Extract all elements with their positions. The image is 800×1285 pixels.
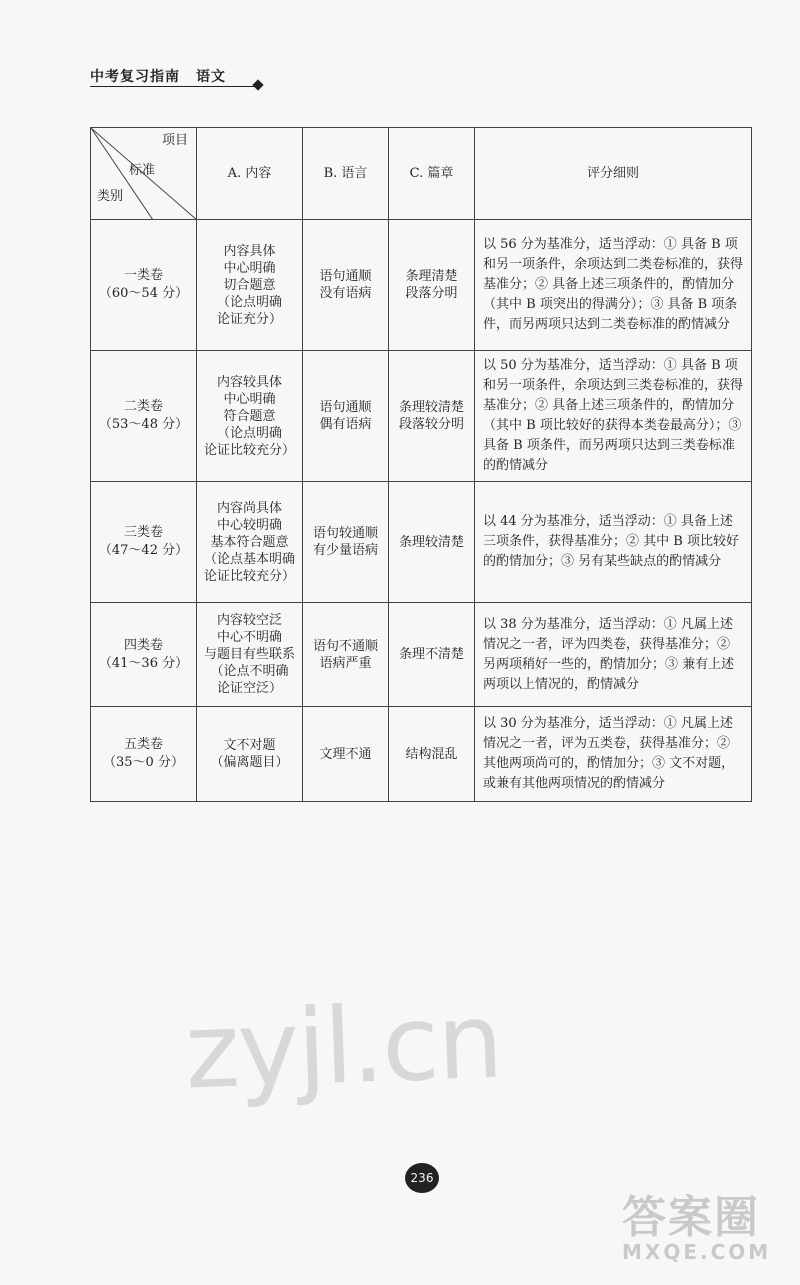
content-line: （偏离题目） bbox=[210, 755, 289, 770]
content-cell bbox=[197, 351, 303, 482]
running-header bbox=[90, 66, 260, 86]
column-header-detail: 评分细则 bbox=[475, 128, 752, 220]
watermark-text: zyjl.cn bbox=[182, 979, 504, 1113]
structure-cell bbox=[389, 220, 475, 351]
language-line: 偶有语病 bbox=[319, 417, 372, 432]
structure-line: 结构混乱 bbox=[405, 746, 458, 762]
content-line: 内容尚具体 bbox=[216, 500, 282, 516]
content-line: 符合题意 bbox=[223, 408, 276, 424]
category-cell bbox=[91, 220, 197, 351]
page-number: 236 bbox=[405, 1163, 439, 1193]
structure-line: 条理较清楚 bbox=[398, 534, 464, 550]
corner-item-label: 项目 bbox=[161, 133, 188, 148]
detail-cell: 以 56 分为基准分，适当浮动：① 具备 B 项和另一项条件，余项达到二类卷标准的，获得基准分；② 具备上述三项条件的，酌情加分（其中 B 项突出的得满分）；③ 具备 B 项条件，而另两项只达到二类卷标准的酌情减分 bbox=[475, 220, 752, 351]
table-row bbox=[91, 707, 752, 802]
detail-cell: 以 50 分为基准分，适当浮动：① 具备 B 项和另一项条件，余项达到三类卷标准的，获得基准分；② 具备上述三项条件的，酌情加分（其中 B 项比较好的获得本类卷最高分）；③ 具备 B 项条件，而另两项只达到三类卷标准的酌情减分 bbox=[475, 351, 752, 482]
site-logo bbox=[622, 1192, 782, 1275]
category-range: （53～48 分） bbox=[98, 417, 189, 432]
detail-cell: 以 44 分为基准分，适当浮动：① 具备上述三项条件，获得基准分；② 其中 B 项比较好的酌情加分；③ 另有某些缺点的酌情减分 bbox=[475, 482, 752, 603]
language-line: 语句通顺 bbox=[319, 269, 372, 284]
grading-table bbox=[90, 127, 752, 802]
category-range: （47～42 分） bbox=[98, 543, 189, 558]
language-cell bbox=[303, 707, 389, 802]
table-row bbox=[91, 603, 752, 707]
content-line: （论点基本明确 bbox=[203, 551, 295, 567]
category-cell bbox=[91, 351, 197, 482]
logo-top-text: 答案圈 bbox=[622, 1192, 760, 1243]
structure-line: 条理清楚 bbox=[405, 269, 458, 284]
content-cell bbox=[197, 482, 303, 603]
content-line: 内容较具体 bbox=[216, 374, 282, 390]
language-line: 有少量语病 bbox=[312, 543, 378, 558]
content-line: 与题目有些联系 bbox=[203, 647, 295, 662]
corner-cell bbox=[91, 128, 197, 220]
content-line: 文不对题 bbox=[223, 738, 276, 753]
header-rule bbox=[90, 86, 258, 87]
language-line: 没有语病 bbox=[319, 286, 372, 301]
category-range: （35～0 分） bbox=[103, 755, 184, 770]
content-line: 论证比较充分） bbox=[203, 568, 295, 584]
category-cell bbox=[91, 707, 197, 802]
subject-label: 语文 bbox=[196, 69, 226, 85]
content-line: （论点明确 bbox=[216, 425, 282, 441]
content-line: 论证比较充分） bbox=[203, 442, 295, 458]
column-header-language: B. 语言 bbox=[303, 128, 389, 220]
structure-line: 条理较清楚 bbox=[398, 400, 464, 415]
structure-line: 段落分明 bbox=[405, 286, 458, 301]
detail-cell: 以 30 分为基准分，适当浮动：① 凡属上述情况之一者，评为五类卷，获得基准分；② 其他两项尚可的，酌情加分；③ 文不对题，或兼有其他两项情况的酌情减分 bbox=[475, 707, 752, 802]
table-header-row bbox=[91, 128, 752, 220]
category-name: 四类卷 bbox=[123, 637, 163, 653]
content-line: 内容较空泛 bbox=[216, 613, 282, 628]
language-cell bbox=[303, 603, 389, 707]
column-header-content: A. 内容 bbox=[197, 128, 303, 220]
logo-bottom-text: MXQE.COM bbox=[622, 1240, 772, 1264]
structure-cell bbox=[389, 351, 475, 482]
content-line: 中心较明确 bbox=[216, 517, 282, 533]
content-cell bbox=[197, 603, 303, 707]
category-name: 一类卷 bbox=[123, 268, 163, 283]
corner-category-label: 类别 bbox=[97, 189, 124, 204]
structure-cell bbox=[389, 707, 475, 802]
content-line: 论证空泛） bbox=[216, 681, 282, 696]
structure-cell bbox=[389, 482, 475, 603]
language-line: 语病严重 bbox=[319, 655, 372, 671]
book-title: 中考复习指南 bbox=[90, 69, 180, 85]
content-line: （论点不明确 bbox=[210, 664, 289, 679]
content-line: 切合题意 bbox=[223, 277, 276, 293]
category-name: 二类卷 bbox=[123, 399, 163, 414]
language-cell bbox=[303, 220, 389, 351]
category-range: （41～36 分） bbox=[98, 655, 189, 671]
header-diamond bbox=[252, 79, 263, 90]
language-cell bbox=[303, 351, 389, 482]
column-header-structure: C. 篇章 bbox=[389, 128, 475, 220]
content-line: 中心明确 bbox=[223, 260, 276, 276]
content-line: 基本符合题意 bbox=[210, 534, 289, 550]
table-row bbox=[91, 482, 752, 603]
structure-cell bbox=[389, 603, 475, 707]
category-cell bbox=[91, 603, 197, 707]
language-line: 语句不通顺 bbox=[312, 638, 378, 654]
language-line: 语句通顺 bbox=[319, 400, 372, 415]
language-line: 语句较通顺 bbox=[312, 526, 378, 541]
category-name: 五类卷 bbox=[123, 737, 163, 752]
language-line: 文理不通 bbox=[319, 746, 372, 762]
content-cell bbox=[197, 707, 303, 802]
corner-standard-label: 标准 bbox=[129, 163, 156, 178]
structure-line: 段落较分明 bbox=[398, 417, 464, 432]
table-row bbox=[91, 351, 752, 482]
content-line: （论点明确 bbox=[216, 294, 282, 310]
content-line: 中心不明确 bbox=[216, 630, 282, 645]
category-name: 三类卷 bbox=[123, 525, 163, 540]
language-cell bbox=[303, 482, 389, 603]
category-range: （60～54 分） bbox=[98, 286, 189, 301]
content-line: 内容具体 bbox=[223, 243, 276, 259]
content-line: 论证充分） bbox=[216, 311, 282, 327]
category-cell bbox=[91, 482, 197, 603]
content-cell bbox=[197, 220, 303, 351]
structure-line: 条理不清楚 bbox=[398, 647, 464, 662]
detail-cell: 以 38 分为基准分，适当浮动：① 凡属上述情况之一者，评为四类卷，获得基准分；② 另两项稍好一些的，酌情加分；③ 兼有上述两项以上情况的，酌情减分 bbox=[475, 603, 752, 707]
table-row bbox=[91, 220, 752, 351]
content-line: 中心明确 bbox=[223, 391, 276, 407]
